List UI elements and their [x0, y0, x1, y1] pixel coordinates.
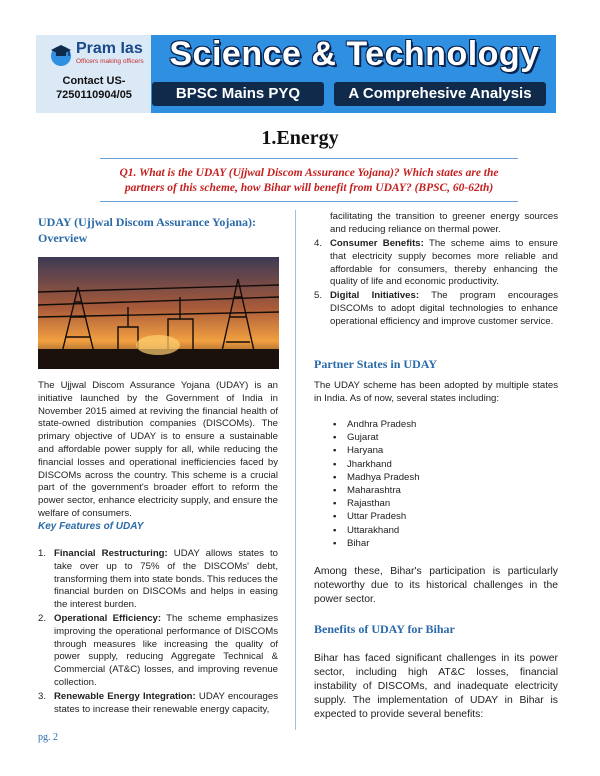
chapter-title: 1.Energy [261, 127, 339, 149]
list-item: 5. Digital Initiatives: The program encourages DISCOMs to adopt digital technologies to enhance operational efficiency and improve customer service. [314, 290, 558, 327]
page-number: pg. 2 [38, 732, 58, 743]
features-list-left [38, 548, 278, 717]
list-item: 3. Renewable Energy Integration: UDAY encourages states to increase their renewable energy capacity, [38, 690, 278, 715]
feature-continuation: facilitating the transition to greener energy sources and reducing reliance on thermal power. [330, 211, 558, 235]
list-item: • Madhya Pradesh [333, 471, 420, 484]
list-item: • Andhra Pradesh [333, 418, 420, 431]
contact-block [39, 74, 149, 102]
list-item: • Rajasthan [333, 497, 420, 510]
logo-tagline: Officers making officers [76, 58, 144, 65]
power-plant-photo [38, 257, 279, 369]
list-item: • Jharkhand [333, 458, 420, 471]
divider-bottom [100, 201, 518, 202]
partner-intro: The UDAY scheme has been adopted by multiple states in India. As of now, several states including: [314, 380, 558, 404]
list-item: 2. Operational Efficiency: The scheme emphasizes improving the operational performance of DISCOMs through measures like increasing the quality of power supply, reducing Aggregate Technical & Commercial (AT&C) losses, and improving revenue collection. [38, 612, 279, 688]
states-list [333, 418, 420, 550]
list-item: 1. Financial Restructuring: UDAY allows states to take over up to 75% of the DISCOMs' debt, transforming them into state bonds. This reduces the financial burden on DISCOMs and helps in easing the interest burden. [38, 548, 279, 611]
list-item: 4. Consumer Benefits: The scheme aims to ensure that electricity supply becomes more reliable and affordable for consumers, thereby enhancing the quality of life and economic productivity. [314, 238, 559, 288]
list-item: • Uttar Pradesh [333, 510, 420, 523]
list-item: • Gujarat [333, 431, 420, 444]
key-features-heading: Key Features of UDAY [38, 521, 144, 532]
subtitle-pill-left: BPSC Mains PYQ [152, 82, 324, 106]
overview-paragraph: The Ujjwal Discom Assurance Yojana (UDAY) is an initiative launched by the Government of India in November 2015 aimed at reviving the financial health of state-owned distribution companies (DISCOMs). The primary objective of UDAY is to ensure a sustainable and affordable power supply for all, while reducing the financial losses and operational inefficiencies faced by DISCOMs across the country. This scheme is a crucial part of the government's broader effort to reform the power sector, enhance electricity supply, and ensure the welfare of consumers. [38, 380, 278, 519]
list-item: • Uttarakhand [333, 524, 420, 537]
list-item: • Haryana [333, 444, 420, 457]
logo-name: Pram Ias [76, 40, 143, 57]
list-item: • Maharashtra [333, 484, 420, 497]
contact-label: Contact US- [62, 75, 126, 87]
overview-heading: UDAY (Ujjwal Discom Assurance Yojana): Overview [38, 215, 256, 245]
features-list-right [314, 238, 558, 330]
subtitle-pill-right: A Comprehesive Analysis [334, 82, 546, 106]
contact-number: 7250110904/05 [56, 89, 132, 101]
divider-top [100, 158, 518, 159]
graduation-cap-icon [50, 42, 72, 68]
column-divider [295, 210, 296, 730]
bihar-note: Among these, Bihar's participation is particularly noteworthy due to its historical challenges in the power sector. [314, 566, 558, 605]
list-item: • Bihar [333, 537, 420, 550]
benefits-heading: Benefits of UDAY for Bihar [314, 622, 455, 636]
partner-states-heading: Partner States in UDAY [314, 357, 437, 371]
question-text: Q1. What is the UDAY (Ujjwal Discom Assurance Yojana)? Which states are the partners of this scheme, how Bihar will benefit from UDAY? (BPSC, 60-62th) [119, 167, 499, 194]
banner-title: Science & Technology [169, 35, 540, 73]
benefits-paragraph: Bihar has faced significant challenges in its power sector, including high AT&C losses, financial instability of DISCOMs, and inadequate electricity supply. The implementation of UDAY in Bihar is expected to provide several benefits: [314, 653, 558, 720]
